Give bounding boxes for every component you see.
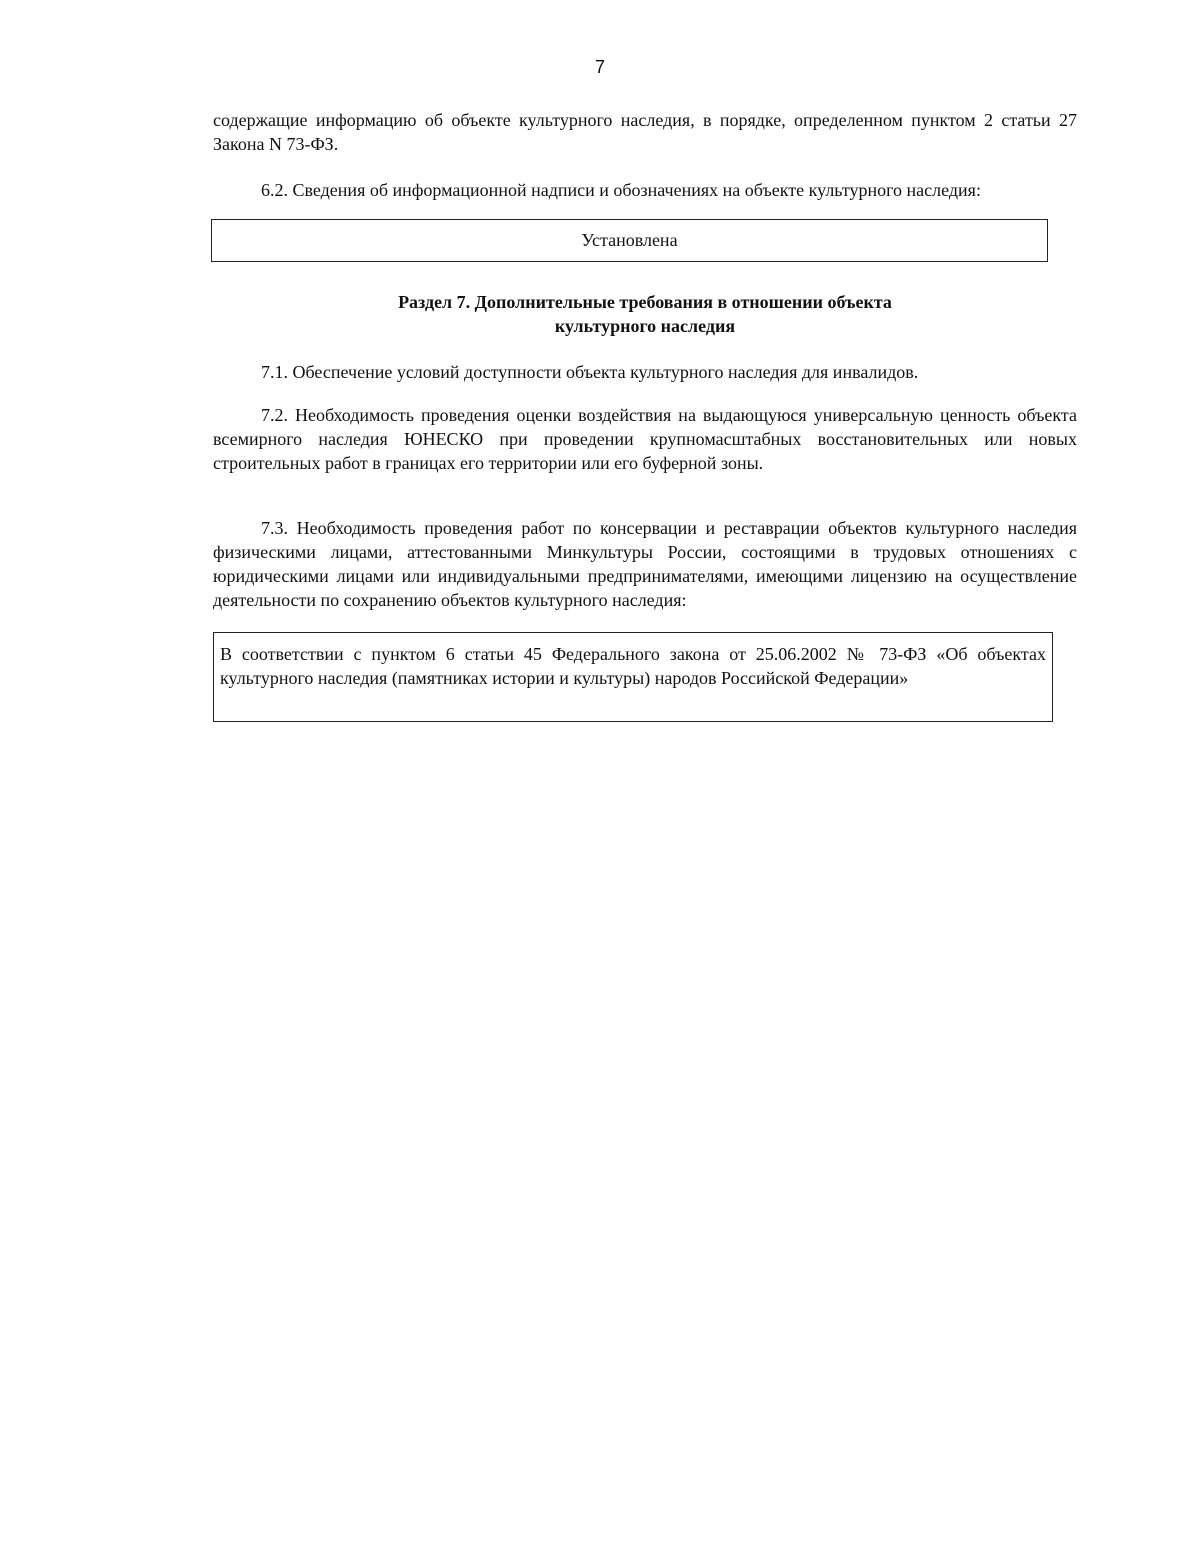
- section-7-heading-line1: Раздел 7. Дополнительные требования в отношении объекта: [398, 292, 892, 312]
- legal-basis-text: В соответствии с пунктом 6 статьи 45 Федерального закона от 25.06.2002 № 73-ФЗ «Об объектах культурного наследия (памятниках истории и культуры) народов Российской Федерации»: [220, 644, 1046, 688]
- paragraph-7-1: 7.1. Обеспечение условий доступности объекта культурного наследия для инвалидов.: [261, 362, 919, 382]
- section-7-heading: [213, 290, 1077, 338]
- paragraph-6-2: 6.2. Сведения об информационной надписи и обозначениях на объекте культурного наследия:: [261, 180, 981, 200]
- continuation-paragraph: содержащие информацию об объекте культурного наследия, в порядке, определенном пунктом 2 статьи 27 Закона N 73-ФЗ.: [213, 110, 1077, 154]
- inscription-status-box: [211, 219, 1048, 262]
- legal-basis-box: [213, 632, 1053, 722]
- paragraph-7-2: 7.2. Необходимость проведения оценки воздействия на выдающуюся универсальную ценность объекта всемирного наследия ЮНЕСКО при проведении крупномасштабных восстановительных или новых строительных работ в границах его территории или его буферной зоны.: [213, 405, 1077, 473]
- section-7-heading-line2: культурного наследия: [554, 316, 736, 336]
- page-number: 7: [594, 57, 605, 77]
- paragraph-7-3: 7.3. Необходимость проведения работ по консервации и реставрации объектов культурного наследия физическими лицами, аттестованными Минкультуры России, состоящими в трудовых отношениях с юридическими лицами или индивидуальными предпринимателями, имеющими лицензию на осуществление деятельности по сохранению объектов культурного наследия:: [213, 518, 1077, 610]
- inscription-status-text: Установлена: [581, 230, 678, 250]
